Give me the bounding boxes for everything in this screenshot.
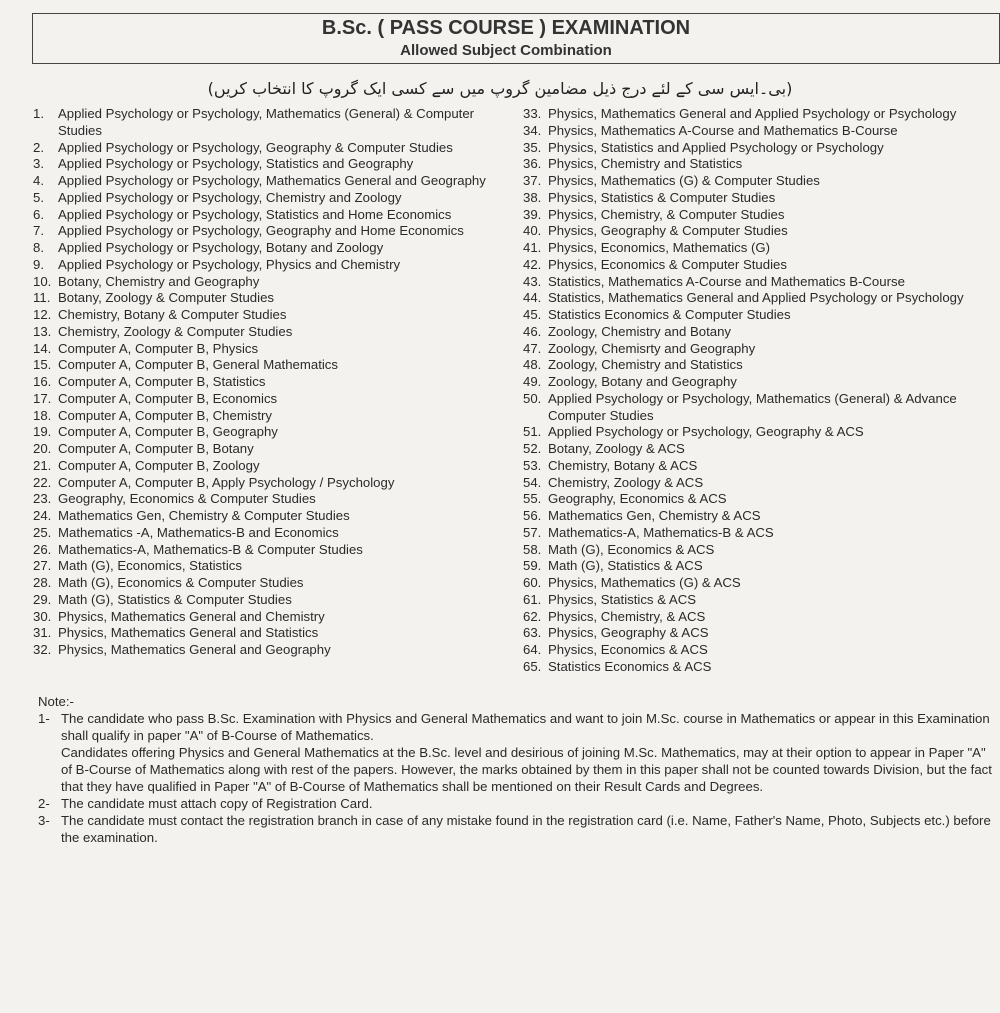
item-text: Computer A, Computer B, Apply Psychology / Psychology — [58, 474, 395, 490]
item-text: Zoology, Chemistry and Botany — [548, 323, 732, 339]
item-number: 55. — [523, 491, 542, 507]
item-text: Chemistry, Botany & ACS — [548, 457, 698, 473]
item-text: Mathematics-A, Mathematics-B & ACS — [548, 524, 774, 540]
item-number: 10. — [33, 273, 52, 289]
item-number: 44. — [523, 290, 542, 306]
item-text: Computer A, Computer B, Economics — [58, 390, 278, 406]
notes-section — [38, 694, 993, 847]
item-text: Statistics Economics & Computer Studies — [548, 307, 791, 322]
item-text: Computer A, Computer B, Chemistry — [58, 407, 272, 423]
item-number: 62. — [523, 608, 542, 624]
item-text: Computer A, Computer B, Physics — [58, 340, 259, 356]
combination-item — [33, 223, 495, 240]
combination-item — [33, 240, 495, 257]
item-number: 24. — [33, 508, 52, 523]
combination-item — [33, 290, 495, 307]
item-number: 51. — [523, 424, 542, 440]
item-text: Applied Psychology or Psychology, Physics and Chemistry — [58, 256, 401, 272]
item-number: 22. — [33, 474, 52, 490]
item-number: 8. — [33, 240, 44, 255]
combination-item — [523, 257, 973, 274]
combination-item — [523, 491, 973, 508]
item-text: Math (G), Economics, Statistics — [58, 558, 242, 574]
combination-item — [33, 575, 495, 592]
combination-item — [523, 475, 973, 492]
item-number: 37. — [523, 173, 542, 188]
item-text: Math (G), Economics & Computer Studies — [58, 575, 304, 590]
item-number: 26. — [33, 541, 52, 557]
item-number: 40. — [523, 223, 542, 239]
combination-item — [523, 307, 973, 324]
urdu-instruction: (بی۔ایس سی کے لئے درج ذیل مضامین گروپ میں سے کسی ایک گروپ کا انتخاب کریں) — [207, 79, 793, 98]
item-number: 39. — [523, 206, 542, 222]
combination-item — [523, 274, 973, 291]
item-number: 29. — [33, 591, 52, 607]
item-text: Physics, Mathematics General and Geography — [58, 642, 331, 657]
item-text: Applied Psychology or Psychology, Statistics and Home Economics — [58, 206, 452, 222]
item-number: 4. — [33, 173, 44, 188]
combination-item — [33, 357, 495, 374]
combination-item — [523, 424, 973, 441]
item-text: Statistics Economics & ACS — [548, 658, 712, 674]
combination-item — [523, 575, 973, 592]
combination-item — [33, 458, 495, 475]
item-text: Zoology, Chemistry and Statistics — [548, 357, 743, 373]
combination-item — [33, 207, 495, 224]
item-number: 48. — [523, 357, 542, 373]
item-text: Botany, Zoology & ACS — [548, 441, 685, 456]
note-point — [38, 796, 993, 813]
item-text: Physics, Economics & ACS — [548, 642, 708, 657]
item-number: 19. — [33, 424, 52, 440]
item-text: Applied Psychology or Psychology, Mathematics General and Geography — [58, 173, 486, 188]
item-number: 41. — [523, 240, 542, 255]
combination-item — [33, 424, 495, 441]
combination-item — [33, 173, 495, 190]
combination-item — [523, 508, 973, 525]
combination-item — [523, 123, 973, 140]
note-text: The candidate who pass B.Sc. Examination with Physics and General Mathematics and want to join M.Sc. course in Mathematics or appear in this Examination shall qualify in paper "A" of B-Course of Mathematics. — [61, 711, 990, 744]
item-text: Physics, Mathematics (G) & Computer Studies — [548, 173, 820, 188]
note-number: 2- — [38, 795, 50, 811]
combination-item — [33, 391, 495, 408]
combination-item — [33, 625, 495, 642]
item-text: Statistics, Mathematics A-Course and Mathematics B-Course — [548, 273, 905, 289]
item-text: Zoology, Chemisrty and Geography — [548, 340, 756, 356]
combination-columns — [0, 106, 1000, 676]
item-number: 13. — [33, 323, 52, 339]
item-number: 11. — [33, 290, 51, 306]
item-text: Physics, Economics, Mathematics (G) — [548, 240, 771, 255]
item-number: 25. — [33, 524, 52, 540]
item-text: Botany, Chemistry and Geography — [58, 273, 260, 289]
item-text: Physics, Geography & ACS — [548, 625, 709, 641]
item-number: 27. — [33, 558, 52, 574]
combination-item — [523, 341, 973, 358]
combination-item — [523, 290, 973, 307]
item-number: 6. — [33, 206, 44, 222]
item-number: 61. — [523, 591, 542, 607]
item-number: 60. — [523, 575, 542, 590]
combination-item — [523, 625, 973, 642]
item-text: Botany, Zoology & Computer Studies — [58, 290, 274, 306]
item-text: Statistics, Mathematics General and Applied Psychology or Psychology — [548, 290, 964, 306]
item-text: Applied Psychology or Psychology, Geography and Home Economics — [58, 223, 464, 239]
note-heading: Note:- — [38, 693, 74, 709]
item-text: Applied Psychology or Psychology, Botany and Zoology — [58, 240, 384, 255]
item-number: 52. — [523, 441, 542, 456]
combination-item — [33, 341, 495, 358]
item-text: Applied Psychology or Psychology, Geography & ACS — [548, 424, 864, 440]
item-number: 9. — [33, 256, 44, 272]
item-number: 64. — [523, 642, 542, 657]
combination-item — [33, 374, 495, 391]
item-number: 42. — [523, 256, 542, 272]
combination-item — [33, 408, 495, 425]
item-number: 18. — [33, 407, 52, 423]
combination-item — [33, 558, 495, 575]
combination-item — [33, 491, 495, 508]
combination-item — [523, 207, 973, 224]
note-number: 3- — [38, 812, 50, 828]
combination-item — [33, 156, 495, 173]
item-number: 33. — [523, 106, 542, 121]
item-number: 23. — [33, 491, 52, 507]
header-box — [32, 13, 1000, 64]
item-text: Mathematics Gen, Chemistry & Computer Studies — [58, 508, 350, 523]
combination-item — [523, 106, 973, 123]
item-number: 28. — [33, 575, 52, 590]
combination-item — [33, 609, 495, 626]
note-points — [38, 711, 993, 846]
item-number: 17. — [33, 390, 52, 406]
note-text: Candidates offering Physics and General Mathematics at the B.Sc. level and desirious of joining M.Sc. Mathematics, may at their option to appear in Paper "A" of B-Course of Mathematics along with rest of the papers. However, the marks obtained by them in this paper shall not be counted towards Division, but the fact that they have qualified in Paper "A" of B-Course of Mathematics shall be mentioned on their Result Cards and Degrees. — [61, 745, 992, 795]
item-number: 49. — [523, 374, 542, 389]
combination-item — [33, 475, 495, 492]
item-number: 59. — [523, 558, 542, 574]
item-number: 56. — [523, 508, 542, 523]
combination-item — [523, 558, 973, 575]
combination-item — [33, 257, 495, 274]
item-text: Math (G), Economics & ACS — [548, 541, 715, 557]
item-text: Physics, Economics & Computer Studies — [548, 256, 787, 272]
combination-item — [523, 357, 973, 374]
combination-item — [523, 324, 973, 341]
item-number: 36. — [523, 156, 542, 172]
item-number: 5. — [33, 189, 44, 205]
item-text: Physics, Statistics and Applied Psychology or Psychology — [548, 139, 884, 155]
combination-item — [523, 609, 973, 626]
combination-item — [33, 190, 495, 207]
item-number: 34. — [523, 122, 542, 138]
note-text: The candidate must attach copy of Registration Card. — [61, 795, 373, 811]
item-text: Applied Psychology or Psychology, Mathematics (General) & Computer Studies — [58, 106, 475, 138]
item-text: Math (G), Statistics & ACS — [548, 558, 703, 574]
item-text: Geography, Economics & ACS — [548, 491, 727, 507]
item-number: 15. — [33, 357, 52, 373]
item-text: Zoology, Botany and Geography — [548, 374, 737, 389]
item-text: Physics, Statistics & Computer Studies — [548, 189, 776, 205]
note-point — [38, 745, 993, 796]
combination-item — [523, 458, 973, 475]
combination-item — [33, 508, 495, 525]
combination-item — [33, 592, 495, 609]
item-text: Computer A, Computer B, Geography — [58, 424, 278, 440]
item-number: 57. — [523, 524, 542, 540]
item-text: Mathematics -A, Mathematics-B and Economics — [58, 524, 339, 540]
note-number: 1- — [38, 711, 50, 727]
item-text: Mathematics-A, Mathematics-B & Computer Studies — [58, 541, 363, 557]
combination-item — [523, 391, 973, 425]
combination-item — [523, 525, 973, 542]
item-text: Applied Psychology or Psychology, Mathematics (General) & Advance Computer Studies — [548, 390, 957, 423]
item-number: 7. — [33, 223, 44, 239]
item-text: Computer A, Computer B, Zoology — [58, 457, 260, 473]
item-number: 21. — [33, 457, 52, 473]
item-text: Mathematics Gen, Chemistry & ACS — [548, 508, 761, 523]
item-text: Physics, Chemistry, & ACS — [548, 608, 706, 624]
item-text: Applied Psychology or Psychology, Chemistry and Zoology — [58, 189, 402, 205]
item-number: 47. — [523, 340, 542, 356]
item-number: 38. — [523, 189, 542, 205]
item-number: 46. — [523, 323, 542, 339]
combination-item — [523, 642, 973, 659]
combination-item — [33, 642, 495, 659]
item-text: Physics, Mathematics General and Applied Psychology or Psychology — [548, 106, 957, 121]
item-text: Physics, Mathematics A-Course and Mathematics B-Course — [548, 122, 898, 138]
item-text: Computer A, Computer B, Botany — [58, 441, 254, 456]
combination-item — [523, 374, 973, 391]
item-text: Chemistry, Zoology & ACS — [548, 474, 704, 490]
combination-item — [523, 441, 973, 458]
combination-item — [33, 525, 495, 542]
item-number: 35. — [523, 139, 542, 155]
item-text: Physics, Geography & Computer Studies — [548, 223, 788, 239]
combination-item — [33, 274, 495, 291]
item-number: 12. — [33, 307, 52, 322]
item-number: 53. — [523, 457, 542, 473]
item-number: 45. — [523, 307, 542, 322]
combination-item — [33, 542, 495, 559]
combination-item — [33, 324, 495, 341]
item-text: Applied Psychology or Psychology, Geography & Computer Studies — [58, 139, 453, 155]
combination-item — [33, 106, 495, 140]
combination-item — [33, 441, 495, 458]
item-text: Physics, Statistics & ACS — [548, 591, 697, 607]
item-number: 43. — [523, 273, 542, 289]
item-number: 14. — [33, 340, 52, 356]
item-text: Applied Psychology or Psychology, Statistics and Geography — [58, 156, 414, 172]
item-number: 63. — [523, 625, 542, 641]
combination-item — [523, 190, 973, 207]
combination-item — [523, 592, 973, 609]
item-text: Chemistry, Botany & Computer Studies — [58, 307, 287, 322]
item-number: 16. — [33, 374, 52, 389]
item-text: Physics, Mathematics General and Statistics — [58, 625, 319, 641]
combination-item — [523, 659, 973, 676]
note-point — [38, 711, 993, 745]
item-number: 2. — [33, 139, 44, 155]
combination-item — [523, 156, 973, 173]
item-text: Computer A, Computer B, Statistics — [58, 374, 266, 389]
item-number: 50. — [523, 390, 542, 406]
item-number: 65. — [523, 658, 542, 674]
combination-item — [33, 140, 495, 157]
combination-item — [523, 542, 973, 559]
item-text: Math (G), Statistics & Computer Studies — [58, 591, 292, 607]
item-text: Computer A, Computer B, General Mathematics — [58, 357, 338, 373]
combination-item — [523, 140, 973, 157]
page-title: B.Sc. ( PASS COURSE ) EXAMINATION — [321, 17, 691, 39]
item-number: 20. — [33, 441, 52, 456]
combination-item — [523, 223, 973, 240]
combination-item — [523, 173, 973, 190]
note-point — [38, 813, 993, 847]
combination-item — [523, 240, 973, 257]
item-number: 58. — [523, 541, 542, 557]
note-text: The candidate must contact the registration branch in case of any mistake found in the registration card (i.e. Name, Father's Name, Photo, Subjects etc.) before the examination. — [61, 812, 991, 845]
item-text: Geography, Economics & Computer Studies — [58, 491, 316, 507]
item-number: 30. — [33, 608, 52, 624]
item-text: Chemistry, Zoology & Computer Studies — [58, 323, 293, 339]
item-text: Physics, Chemistry, & Computer Studies — [548, 206, 785, 222]
combination-item — [33, 307, 495, 324]
combination-list-left — [33, 106, 495, 676]
item-number: 32. — [33, 642, 52, 657]
item-number: 1. — [33, 106, 44, 121]
item-number: 3. — [33, 156, 44, 172]
combination-list-right — [523, 106, 973, 676]
item-text: Physics, Mathematics (G) & ACS — [548, 575, 741, 590]
item-text: Physics, Chemistry and Statistics — [548, 156, 743, 172]
item-number: 54. — [523, 474, 542, 490]
item-text: Physics, Mathematics General and Chemistry — [58, 608, 325, 624]
item-number: 31. — [33, 625, 52, 641]
page-subtitle: Allowed Subject Combination — [400, 42, 612, 59]
